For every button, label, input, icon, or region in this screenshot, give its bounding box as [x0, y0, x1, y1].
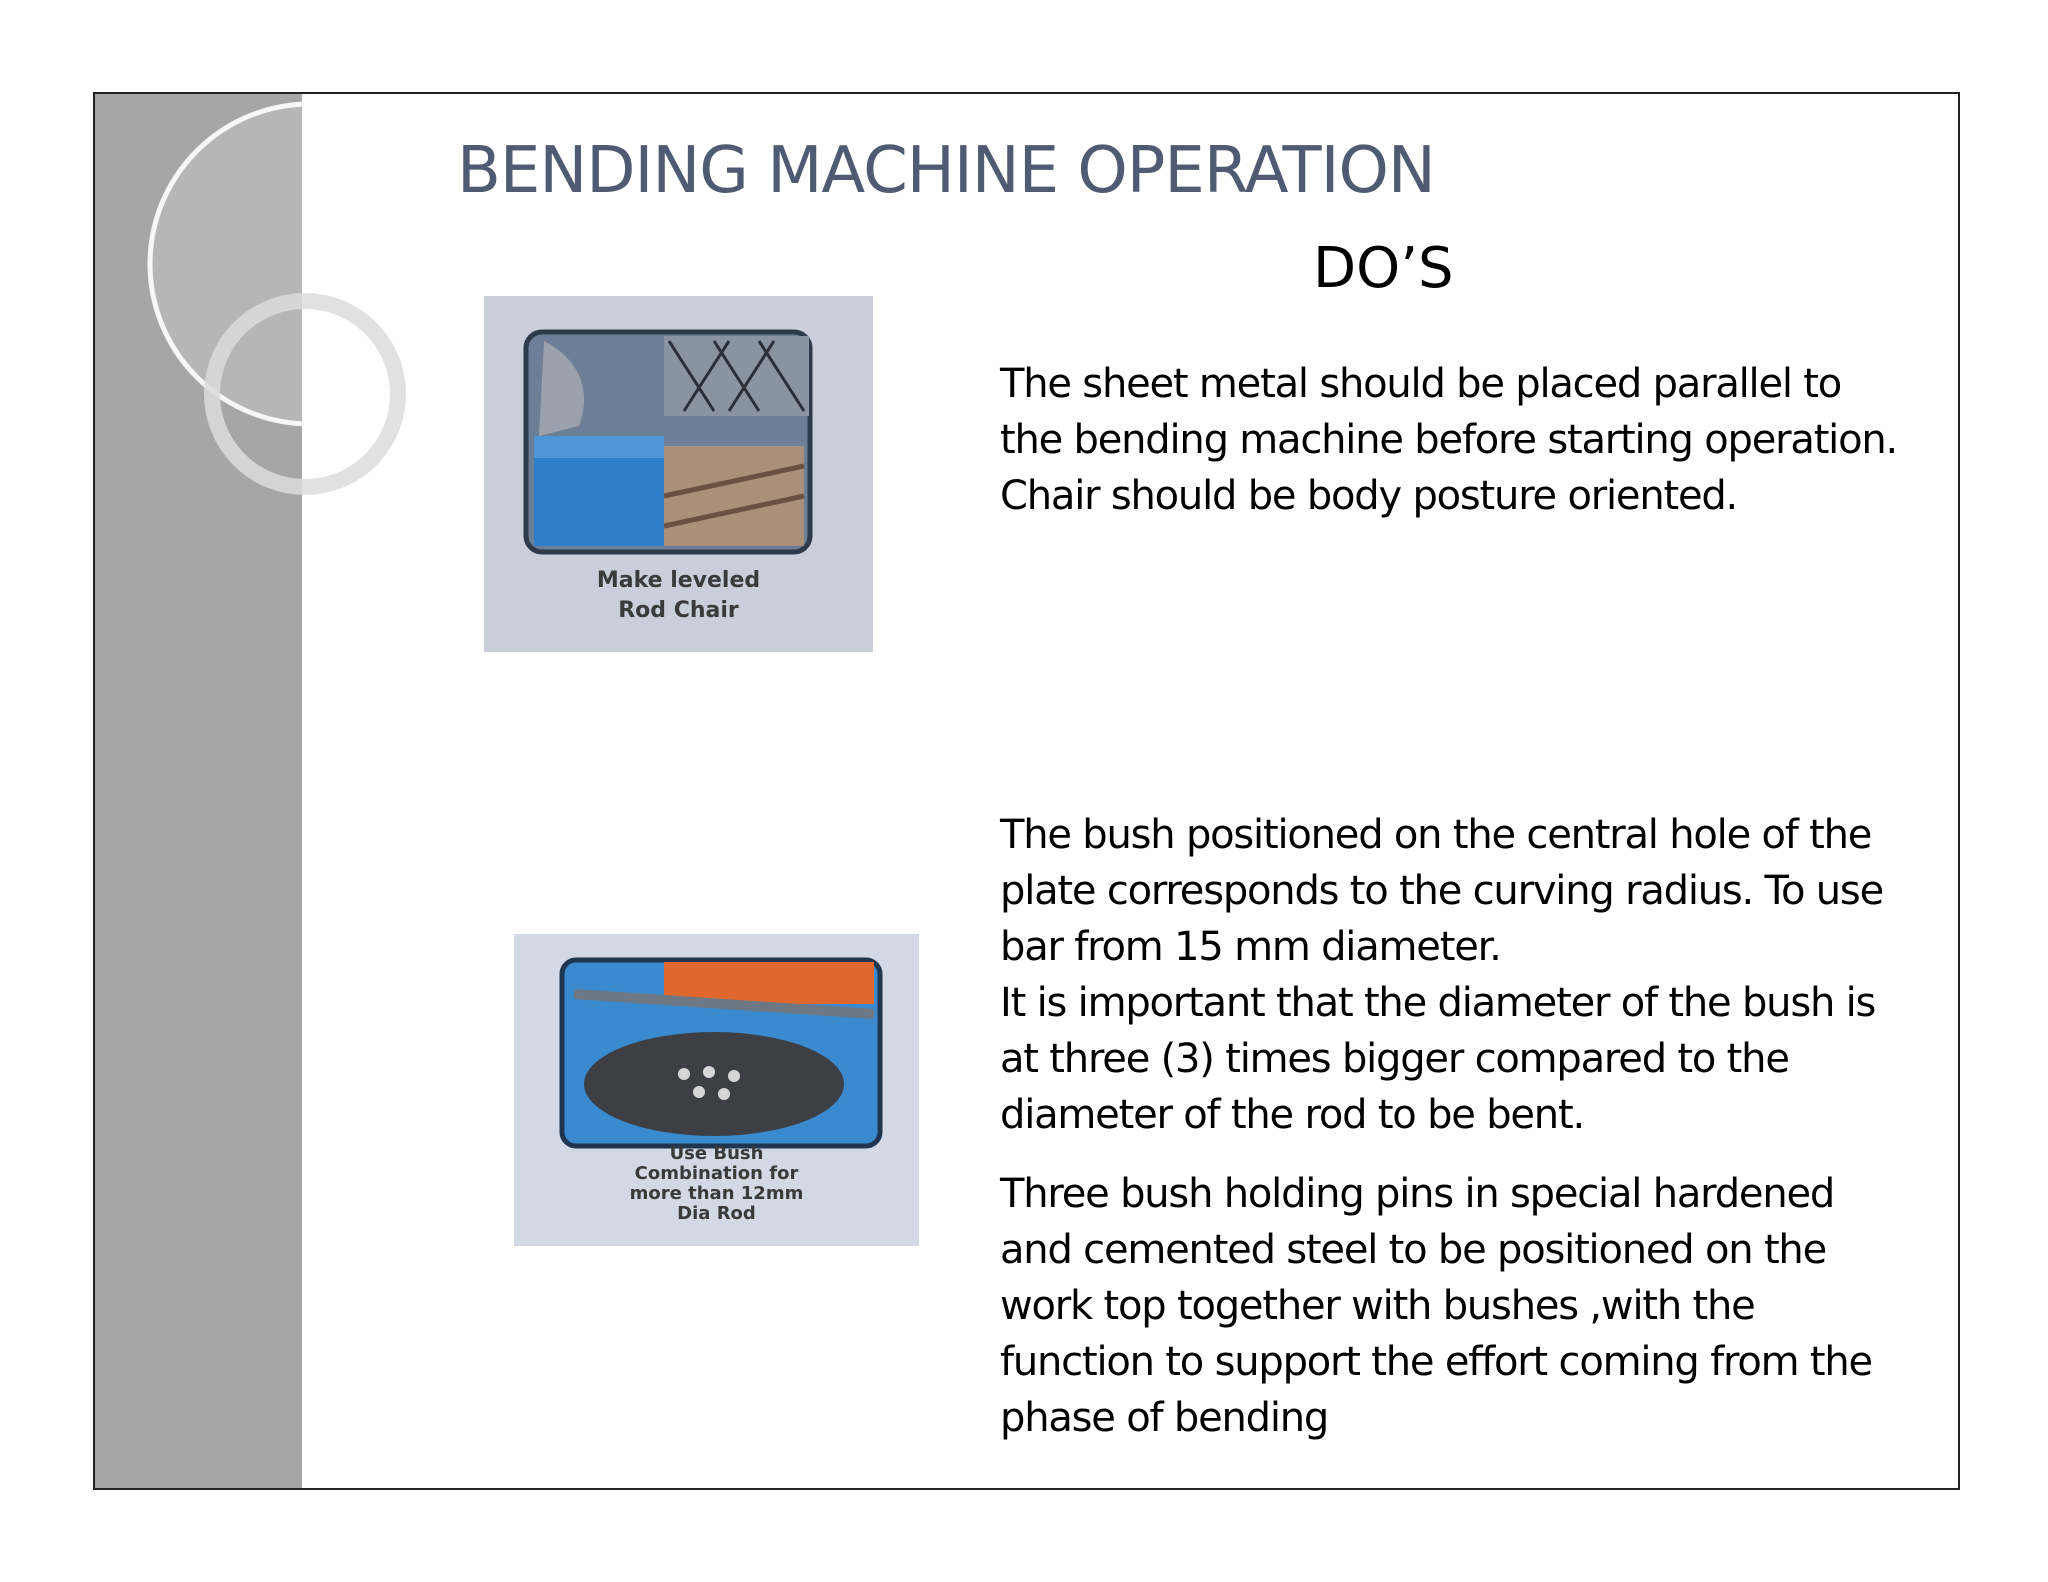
- slide: [93, 92, 1960, 1490]
- rod-chair-photo: [484, 296, 873, 652]
- page-title: BENDING MACHINE OPERATION: [457, 134, 1435, 208]
- paragraph-sheet-metal: The sheet metal should be placed parallel to the bending machine before starting operation. Chair should be body posture oriented.: [1000, 361, 1898, 519]
- paragraph-holding-pins: Three bush holding pins in special hardened and cemented steel to be positioned on the work top together with bushes ,with the function to support the effort coming from the phase of bending: [1000, 1171, 1872, 1441]
- decorative-rings: [95, 94, 515, 614]
- paragraph-bush-position: The bush positioned on the central hole of the plate corresponds to the curving radius. To use bar from 15 mm diameter. It is important that the diameter of the bush is at three (3) times bigger compared to the diameter of the rod to be bent.: [1000, 812, 1883, 1138]
- section-subtitle: DO’S: [1313, 236, 1454, 301]
- photo2-caption: Use Bush Combination for more than 12mm Dia Rod: [629, 1143, 804, 1224]
- bending-machine-photo: [514, 934, 919, 1246]
- photo1-caption: Make leveled Rod Chair: [596, 568, 761, 623]
